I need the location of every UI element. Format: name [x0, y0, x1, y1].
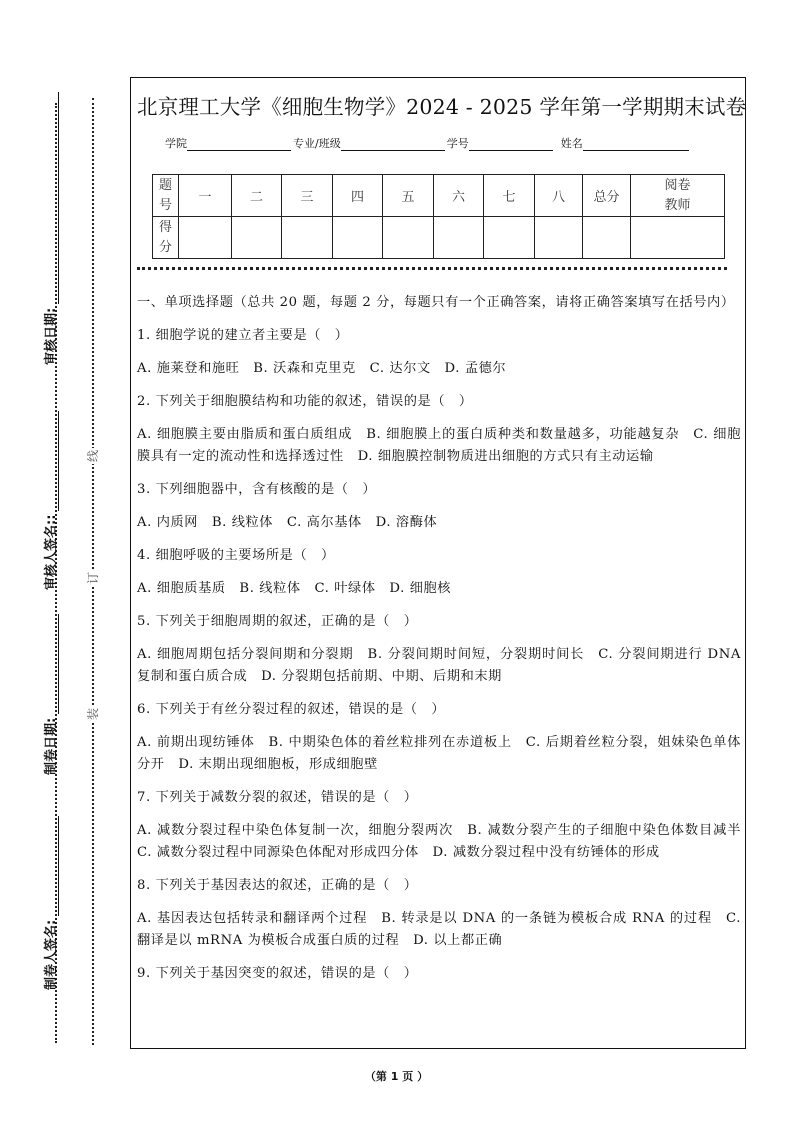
- make-date-label: 制卷日期:: [44, 717, 59, 775]
- question-7: 7. 下列关于减数分裂的叙述，错误的是（ ）: [137, 790, 418, 805]
- col-header-grader: [631, 175, 725, 217]
- section-heading: 一、单项选择题（总共 20 题，每题 2 分，每题只有一个正确答案，请将正确答案填写在括号内）: [137, 295, 735, 310]
- question-7-options: A. 减数分裂过程中染色体复制一次，细胞分裂两次 B. 减数分裂产生的子细胞中染色体数目减半 C. 减数分裂过程中同源染色体配对形成四分体 D. 减数分裂过程中没有纺锤体的形成: [137, 823, 755, 860]
- exam-content: [137, 292, 755, 996]
- question-6: 6. 下列关于有丝分裂过程的叙述，错误的是（ ）: [137, 702, 446, 717]
- score-cell-8[interactable]: [535, 217, 583, 259]
- question-1: 1. 细胞学说的建立者主要是（ ）: [137, 328, 349, 343]
- student-info-row: [165, 135, 691, 151]
- col-header: 一: [179, 175, 232, 217]
- question-8: 8. 下列关于基因表达的叙述，正确的是（ ）: [137, 878, 418, 893]
- review-date-label: 审核日期:: [44, 307, 59, 365]
- col-header: 三: [282, 175, 333, 217]
- score-table-score-row: [153, 217, 725, 259]
- col-header-total: 总分: [583, 175, 631, 217]
- header-label-char: 号: [158, 197, 172, 213]
- col-header: 五: [383, 175, 434, 217]
- question-5-options: A. 细胞周期包括分裂间期和分裂期 B. 分裂间期时间短，分裂期时间长 C. 分裂间期进行 DNA 复制和蛋白质合成 D. 分裂期包括前期、中期、后期和末期: [137, 647, 741, 684]
- question-6-options: A. 前期出现纺锤体 B. 中期染色体的着丝粒排列在赤道板上 C. 后期着丝粒分裂，姐妹染色单体分开 D. 末期出现细胞板，形成细胞壁: [137, 735, 741, 772]
- score-label-char: 得: [158, 219, 172, 235]
- grader-label-line: 教师: [664, 197, 691, 213]
- bind-char-zhuang: 装: [86, 708, 100, 721]
- maker-signature-blank[interactable]: [58, 816, 59, 916]
- score-cell-total[interactable]: [583, 217, 631, 259]
- score-cell-4[interactable]: [333, 217, 383, 259]
- review-date-field: [40, 92, 59, 365]
- question-8-options: A. 基因表达包括转录和翻译两个过程 B. 转录是以 DNA 的一条链为模板合成 RNA 的过程 C. 翻译是以 mRNA 为模板合成蛋白质的过程 D. 以上都正确: [137, 911, 741, 948]
- make-date-blank[interactable]: [58, 614, 59, 714]
- college-label: 学院: [165, 137, 187, 150]
- question-3: 3. 下列细胞器中，含有核酸的是（ ）: [137, 482, 377, 497]
- score-table-header-row: [153, 175, 725, 217]
- maker-signature-field: [40, 816, 59, 990]
- score-cell-7[interactable]: [484, 217, 535, 259]
- score-table: [152, 174, 725, 259]
- col-header: 八: [535, 175, 583, 217]
- score-cell-1[interactable]: [179, 217, 232, 259]
- make-date-field: [40, 614, 59, 775]
- maker-signature-label: 制卷人签名:: [44, 919, 59, 990]
- score-cell-5[interactable]: [383, 217, 434, 259]
- score-cell-3[interactable]: [282, 217, 333, 259]
- question-3-options: A. 内质网 B. 线粒体 C. 高尔基体 D. 溶酶体: [137, 515, 438, 530]
- col-header: 四: [333, 175, 383, 217]
- col-header: 二: [232, 175, 282, 217]
- college-input[interactable]: [187, 139, 291, 151]
- question-2-options: A. 细胞膜主要由脂质和蛋白质组成 B. 细胞膜上的蛋白质种类和数量越多，功能越复杂 C. 细胞膜具有一定的流动性和选择透过性 D. 细胞膜控制物质进出细胞的方式只有主动运输: [137, 427, 741, 464]
- score-cell-grader[interactable]: [631, 217, 725, 259]
- major-class-input[interactable]: [341, 139, 445, 151]
- score-cell-2[interactable]: [232, 217, 282, 259]
- grader-label-line: 阅卷: [664, 177, 691, 193]
- reviewer-signature-label: 审核人签名::: [44, 514, 59, 590]
- reviewer-signature-field: [40, 411, 59, 590]
- exam-frame: [130, 77, 755, 1049]
- major-class-label: 专业/班级: [293, 137, 341, 150]
- col-header: 七: [484, 175, 535, 217]
- header-label-cell: [153, 175, 179, 217]
- name-label: 姓名: [560, 137, 583, 150]
- review-date-blank[interactable]: [58, 92, 59, 304]
- question-5: 5. 下列关于细胞周期的叙述，正确的是（ ）: [137, 614, 418, 629]
- student-id-label: 学号: [446, 137, 469, 150]
- score-label-char: 分: [158, 239, 172, 255]
- student-id-input[interactable]: [469, 139, 553, 151]
- question-2: 2. 下列关于细胞膜结构和功能的叙述，错误的是（ ）: [137, 394, 473, 409]
- header-label-char: 题: [158, 177, 172, 193]
- bind-char-xian: 线: [86, 450, 100, 463]
- exam-title: 北京理工大学《细胞生物学》2024 - 2025 学年第一学期期末试卷: [137, 95, 747, 119]
- bind-char-ding: 订: [86, 572, 100, 585]
- col-header: 六: [434, 175, 484, 217]
- score-cell-6[interactable]: [434, 217, 484, 259]
- question-4: 4. 细胞呼吸的主要场所是（ ）: [137, 548, 335, 563]
- page-number: （第 1 页 ）: [364, 1070, 429, 1083]
- name-input[interactable]: [583, 139, 689, 151]
- dotted-divider: [137, 267, 727, 270]
- question-1-options: A. 施莱登和施旺 B. 沃森和克里克 C. 达尔文 D. 孟德尔: [137, 361, 507, 376]
- score-label-cell: [153, 217, 179, 259]
- question-4-options: A. 细胞质基质 B. 线粒体 C. 叶绿体 D. 细胞核: [137, 581, 452, 596]
- question-9: 9. 下列关于基因突变的叙述，错误的是（ ）: [137, 966, 418, 981]
- reviewer-signature-blank[interactable]: [58, 411, 59, 511]
